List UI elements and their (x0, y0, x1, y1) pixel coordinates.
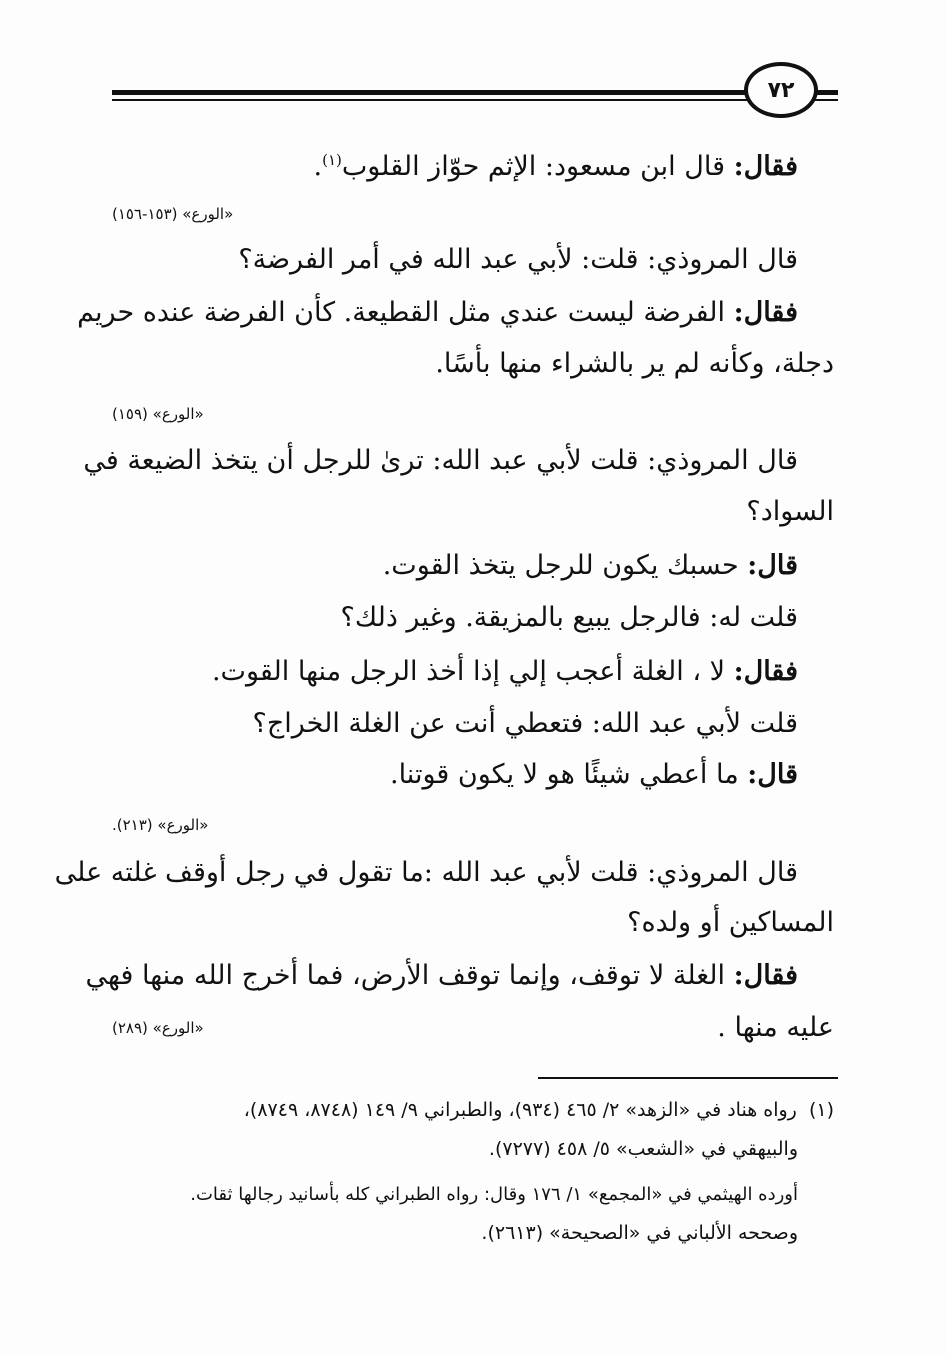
page-number-badge (744, 62, 818, 118)
paragraph-5-text: حسبك يكون للرجل يتخذ القوت. (382, 550, 748, 581)
paragraph-1-lead: فقال: (733, 151, 798, 182)
paragraph-9-text: ما أعطي شيئًا هو لا يكون قوتنا. (389, 759, 748, 790)
paragraph-9-lead: قال: (747, 759, 798, 790)
paragraph-4-line-2: السواد؟ (746, 496, 834, 527)
paragraph-11-lead: فقال: (733, 960, 798, 991)
paragraph-7-lead: فقال: (733, 656, 798, 687)
paragraph-10-line-2: المساكين أو ولده؟ (627, 907, 834, 938)
citation-4: «الورع» (٢٨٩) (112, 1019, 204, 1037)
citation-1: «الورع» (١٥٣-١٥٦) (112, 205, 234, 223)
paragraph-11-text: الغلة لا توقف، وإنما توقف الأرض، فما أخرج الله منها فهي (85, 960, 734, 991)
citation-2: «الورع» (١٥٩) (112, 405, 204, 423)
paragraph-4-line-1: قال المروذي: قلت لأبي عبد الله: ترىٰ للرجل أن يتخذ الضيعة في (83, 445, 798, 476)
footnote-1-line-3: أورده الهيثمي في «المجمع» ١/ ١٧٦ وقال: رواه الطبراني كله بأسانيد رجالها ثقات. (190, 1184, 798, 1205)
header-rule-right-thin (814, 99, 838, 101)
paragraph-1-end: . (313, 151, 323, 182)
footnote-1-line-1 (112, 1095, 834, 1125)
header-rule-thick (112, 90, 748, 95)
paragraph-11-line-2: عليه منها . (717, 1012, 834, 1043)
header-rule-thin (112, 99, 748, 101)
paragraph-3-line-2: دجلة، وكأنه لم ير بالشراء منها بأسًا. (435, 348, 834, 379)
paragraph-10-line-1: قال المروذي: قلت لأبي عبد الله :ما تقول في رجل أوقف غلته على (54, 857, 798, 888)
footnote-ref-1[interactable]: (١) (322, 151, 342, 169)
citation-3: «الورع» (٢١٣). (112, 816, 209, 834)
footnote-1-marker: (١) (808, 1099, 834, 1121)
paragraph-3-text: الفرضة ليست عندي مثل القطيعة. كأن الفرضة عنده حريم (77, 297, 734, 328)
paragraph-11-line-1 (85, 958, 798, 994)
paragraph-6: قلت له: فالرجل يبيع بالمزيقة. وغير ذلك؟ (340, 602, 798, 633)
paragraph-2: قال المروذي: قلت: لأبي عبد الله في أمر الفرضة؟ (238, 244, 798, 275)
paragraph-3-lead: فقال: (733, 297, 798, 328)
paragraph-1-text: قال ابن مسعود: الإثم حوّاز القلوب (341, 151, 734, 182)
page-number: ٧٢ (767, 77, 795, 103)
footnote-1-text-1: رواه هناد في «الزهد» ٢/ ٤٦٥ (٩٣٤)، والطبراني ٩/ ١٤٩ (٨٧٤٨، ٨٧٤٩)، (243, 1099, 797, 1121)
paragraph-5-lead: قال: (747, 550, 798, 581)
paragraph-7-text: لا ، الغلة أعجب إلي إذا أخذ الرجل منها القوت. (211, 656, 734, 687)
footnote-1-line-2: والبيهقي في «الشعب» ٥/ ٤٥٨ (٧٢٧٧). (488, 1138, 798, 1160)
paragraph-7 (112, 654, 798, 690)
paragraph-8: قلت لأبي عبد الله: فتعطي أنت عن الغلة الخراج؟ (252, 708, 798, 739)
paragraph-9 (112, 757, 798, 793)
paragraph-5 (112, 548, 798, 584)
paragraph-3-line-1 (77, 295, 798, 331)
page-header (0, 0, 946, 140)
paragraph-1 (112, 142, 798, 185)
footnote-separator (538, 1077, 838, 1079)
footnote-1-line-4: وصححه الألباني في «الصحيحة» (٢٦١٣). (481, 1222, 798, 1244)
